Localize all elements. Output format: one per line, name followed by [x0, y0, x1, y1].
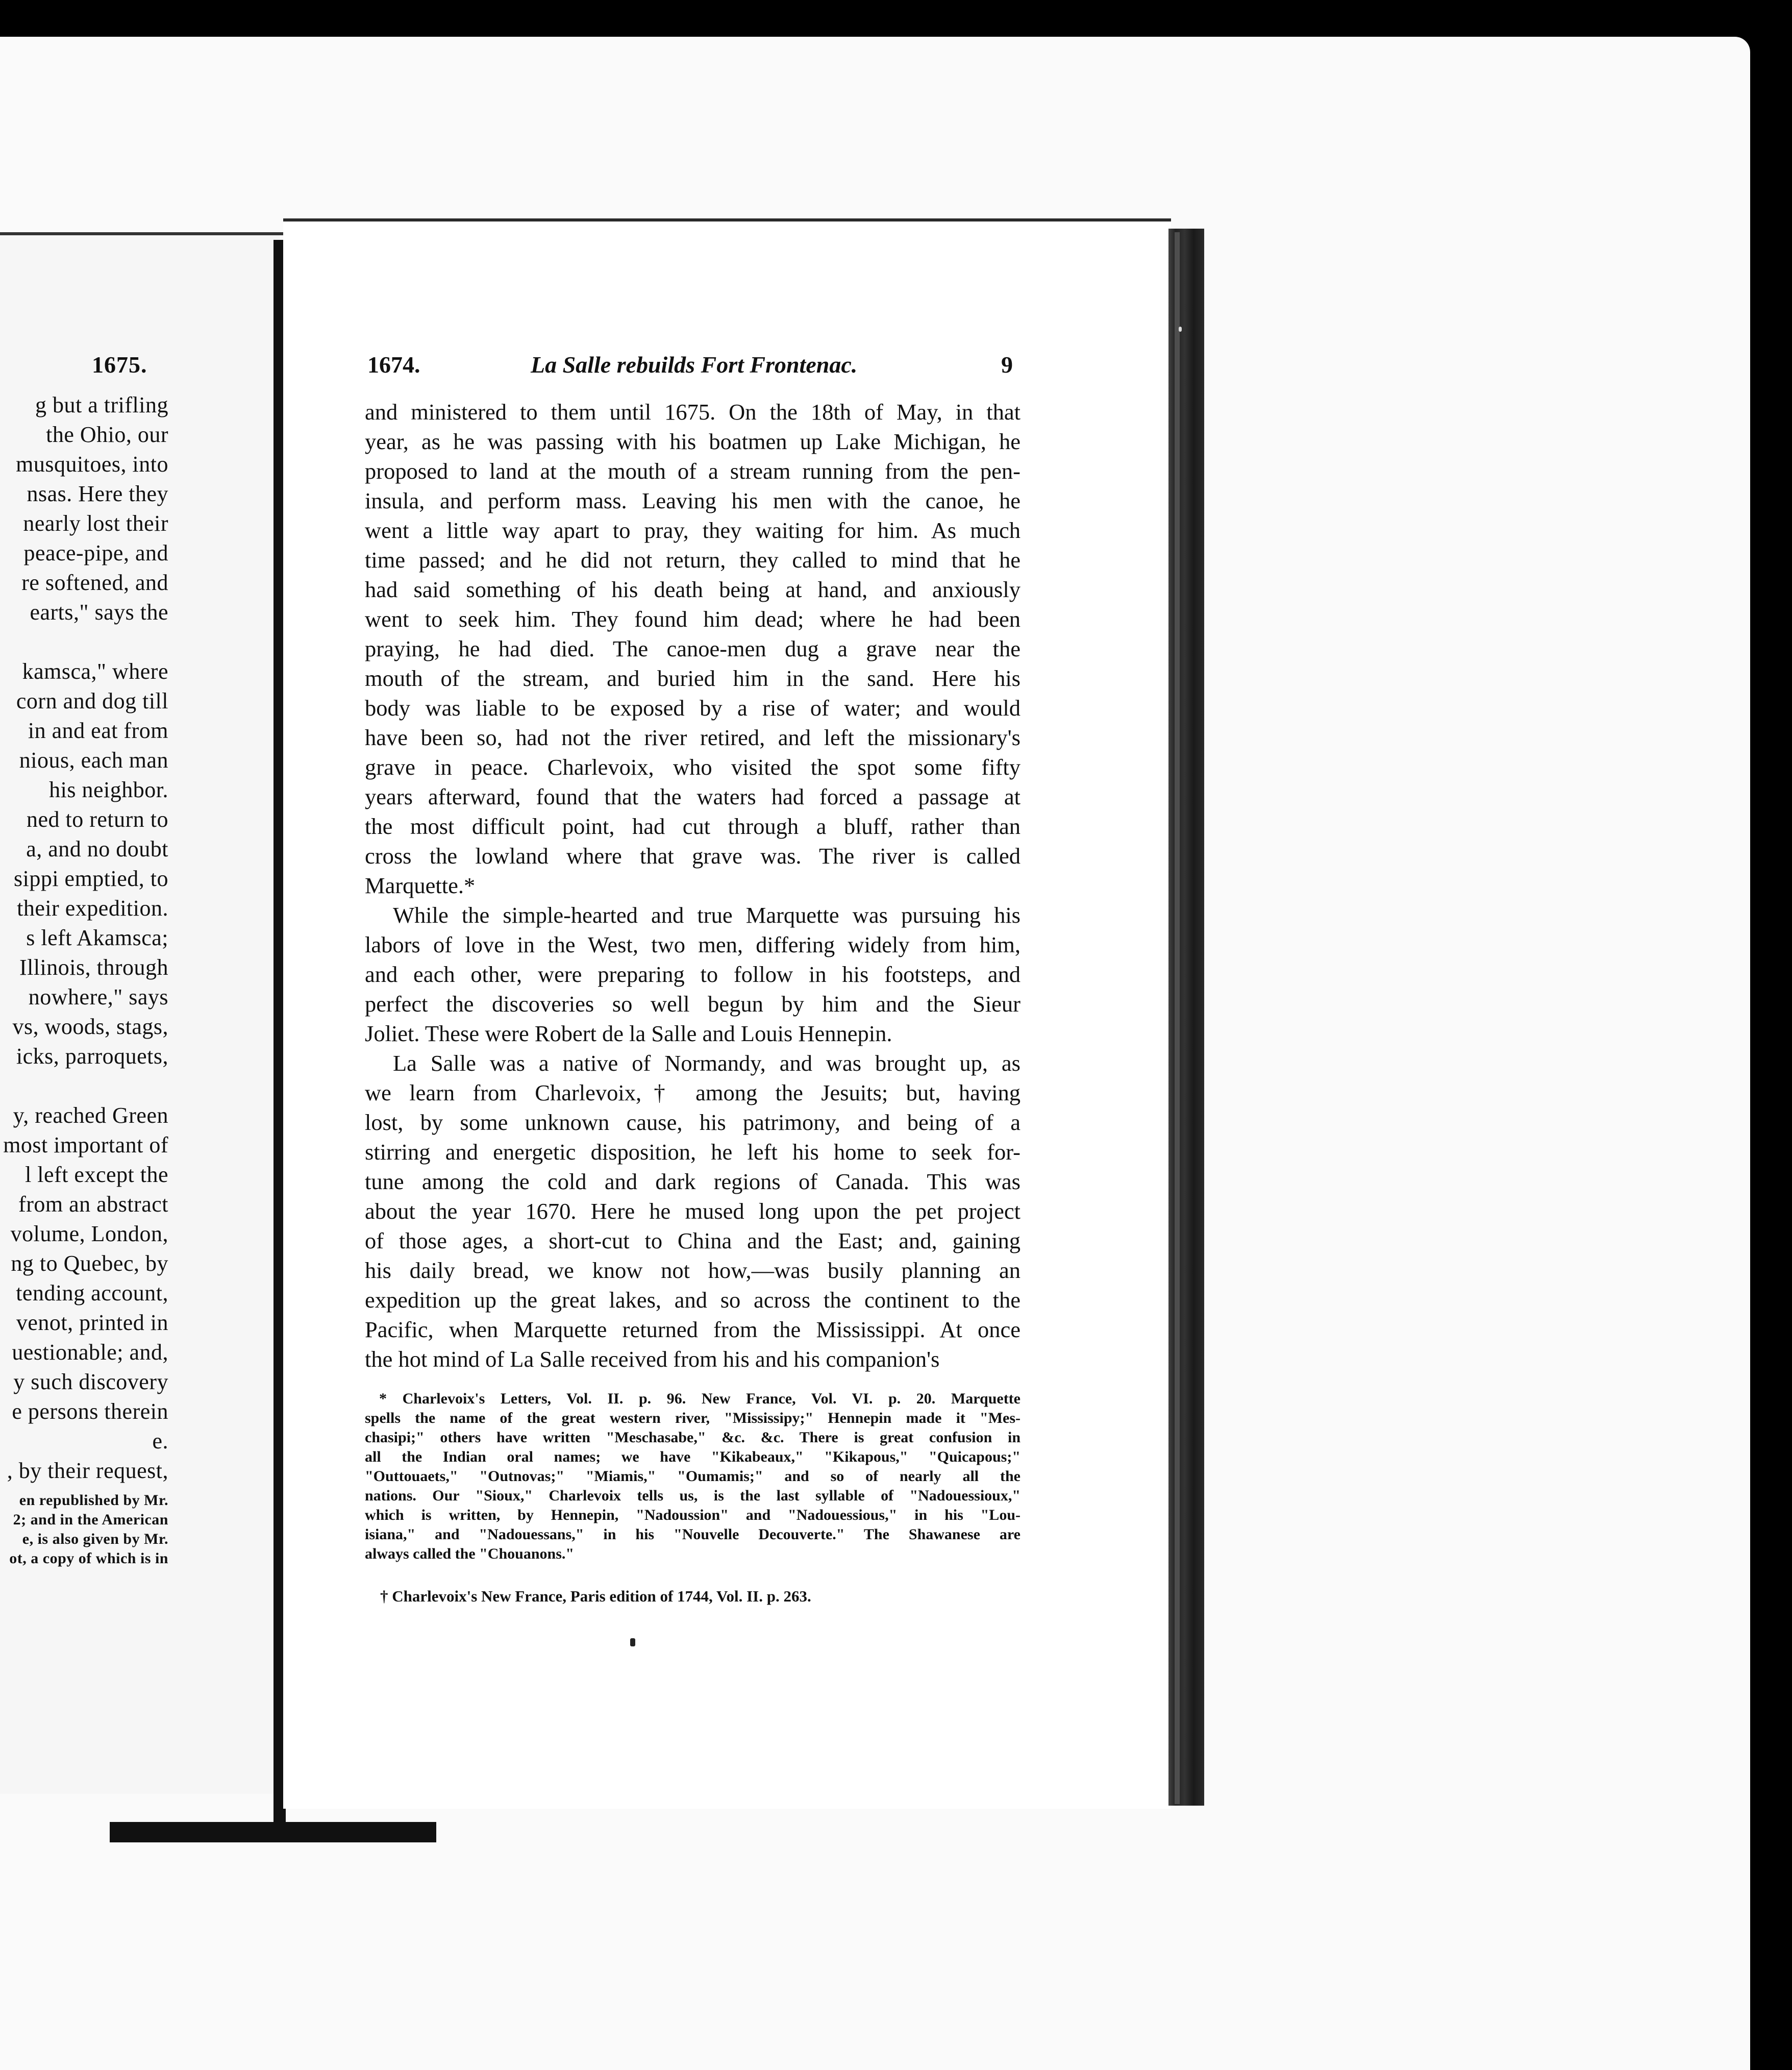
left-page-line: e persons therein — [12, 1399, 168, 1424]
body-line: grave in peace. Charlevoix, who visited the spot some fifty — [365, 754, 1021, 780]
footnote-line: nations. Our "Sioux," Charlevoix tells us, is the last syllable of "Nadouessioux," — [365, 1487, 1021, 1504]
footnote-line: * Charlevoix's Letters, Vol. II. p. 96. New France, Vol. VI. p. 20. Marquette — [379, 1390, 1021, 1407]
left-page-line: corn and dog till — [16, 688, 168, 713]
body-line: went to seek him. They found him dead; where he had been — [365, 606, 1021, 632]
left-page-line: most important of — [3, 1132, 168, 1157]
body-line: body was liable to be exposed by a rise of water; and would — [365, 695, 1021, 721]
left-page-footnote-line: ot, a copy of which is in — [9, 1550, 168, 1567]
footnote-line: always called the "Chouanons." — [365, 1545, 575, 1562]
body-line: year, as he was passing with his boatmen up Lake Michigan, he — [365, 429, 1021, 454]
body-line: Pacific, when Marquette returned from the Mississippi. At once — [365, 1317, 1021, 1342]
left-page-line: y, reached Green — [13, 1103, 168, 1128]
body-line: proposed to land at the mouth of a stream running from the pen- — [365, 458, 1021, 484]
body-line: mouth of the stream, and buried him in the sand. Here his — [365, 666, 1021, 691]
scan-speck — [630, 1638, 635, 1646]
left-page-line: their expedition. — [17, 896, 168, 921]
left-page-footnote-line: e, is also given by Mr. — [22, 1531, 168, 1547]
left-page-line: uestionable; and, — [12, 1340, 168, 1365]
body-line: expedition up the great lakes, and so across the continent to the — [365, 1287, 1021, 1313]
left-page-line: nsas. Here they — [27, 481, 168, 506]
left-page-line: vs, woods, stags, — [12, 1014, 168, 1039]
left-page-line: ned to return to — [26, 807, 168, 832]
left-page-line: peace-pipe, and — [23, 540, 168, 565]
left-page-year: 1675. — [92, 352, 147, 378]
footnote-line: which is written, by Hennepin, "Nadoussion" and "Nadouessious," in his "Lou- — [365, 1507, 1021, 1523]
left-page-line: y such discovery — [13, 1369, 168, 1394]
body-line: his daily bread, we know not how,—was busily planning an — [365, 1258, 1021, 1283]
body-line: of those ages, a short-cut to China and the East; and, gaining — [365, 1228, 1021, 1253]
footnote-line: chasipi;" others have written "Meschasabe," &c. &c. There is great confusion in — [365, 1429, 1021, 1446]
body-line: the hot mind of La Salle received from his and his companion's — [365, 1346, 940, 1372]
body-line: lost, by some unknown cause, his patrimony, and being of a — [365, 1110, 1021, 1135]
left-page-line: musquitoes, into — [16, 452, 168, 477]
left-page-line: nious, each man — [19, 748, 168, 773]
body-line: insula, and perform mass. Leaving his men with the canoe, he — [365, 488, 1021, 513]
left-page-bottom-edge — [110, 1822, 436, 1842]
body-line: While the simple-hearted and true Marquette was pursuing his — [393, 902, 1021, 928]
body-line: cross the lowland where that grave was. The river is called — [365, 843, 1021, 869]
left-page-line: volume, London, — [10, 1221, 168, 1246]
left-page-line: tending account, — [16, 1280, 168, 1305]
body-line: La Salle was a native of Normandy, and was brought up, as — [393, 1050, 1021, 1076]
left-page-line: g but a trifling — [35, 392, 168, 417]
left-page-text — [0, 347, 168, 1699]
body-line: and ministered to them until 1675. On the 18th of May, in that — [365, 399, 1021, 425]
book-edge-highlight — [1175, 232, 1180, 1804]
left-page-line: kamsca," where — [22, 659, 168, 684]
body-line: years afterward, found that the waters had forced a passage at — [365, 784, 1021, 809]
footnote-line: spells the name of the great western river, "Mississipy;" Hennepin made it "Mes- — [365, 1410, 1021, 1426]
running-header-year: 1674. — [367, 352, 420, 378]
body-line: praying, he had died. The canoe-men dug a grave near the — [365, 636, 1021, 661]
left-page-line: venot, printed in — [16, 1310, 168, 1335]
left-page-line: the Ohio, our — [46, 422, 168, 447]
page-number: 9 — [1001, 352, 1013, 378]
left-page-line: ng to Quebec, by — [11, 1251, 168, 1276]
left-page-line: l left except the — [25, 1162, 168, 1187]
left-page-line: s left Akamsca; — [26, 925, 168, 950]
body-line: and each other, were preparing to follow in his footsteps, and — [365, 962, 1021, 987]
left-page-line: icks, parroquets, — [16, 1044, 168, 1069]
left-page-line: earts," says the — [30, 600, 168, 625]
left-page-line: in and eat from — [28, 718, 168, 743]
body-line: labors of love in the West, two men, differing widely from him, — [365, 932, 1021, 957]
body-line: time passed; and he did not return, they called to mind that he — [365, 547, 1021, 573]
body-line: tune among the cold and dark regions of Canada. This was — [365, 1169, 1021, 1194]
running-header-title: La Salle rebuilds Fort Frontenac. — [531, 352, 858, 378]
left-page-line: Illinois, through — [19, 955, 168, 980]
left-page-line: re softened, and — [21, 570, 168, 595]
footnote-line: isiana," and "Nadouessans," in his "Nouvelle Decouverte." The Shawanese are — [365, 1526, 1021, 1543]
body-text — [365, 397, 1021, 1374]
left-page-line: nearly lost their — [23, 511, 168, 536]
footnotes — [365, 1389, 1021, 1564]
left-page-footnote-line: en republished by Mr. — [19, 1492, 168, 1509]
left-page-line: his neighbor. — [49, 777, 168, 802]
body-line: Marquette.* — [365, 873, 476, 898]
body-line: we learn from Charlevoix,† among the Jesuits; but, having — [365, 1080, 1021, 1105]
left-page-line: a, and no doubt — [26, 836, 168, 861]
body-line: have been so, had not the river retired, and left the missionary's — [365, 725, 1021, 750]
footnote-line: all the Indian oral names; we have "Kikabeaux," "Kikapous," "Quicapous;" — [365, 1448, 1021, 1465]
footnote-dagger: † Charlevoix's New France, Paris edition of 1744, Vol. II. p. 263. — [380, 1587, 811, 1605]
left-page-line: , by their request, — [7, 1458, 168, 1483]
body-line: stirring and energetic disposition, he left his home to seek for- — [365, 1139, 1021, 1165]
left-page-footnote-line: 2; and in the American — [13, 1511, 168, 1528]
body-line: had said something of his death being at hand, and anxiously — [365, 577, 1021, 602]
scan-speck — [1179, 327, 1182, 332]
left-page-line: from an abstract — [18, 1192, 168, 1217]
body-line: perfect the discoveries so well begun by him and the Sieur — [365, 991, 1021, 1017]
footnote-line: "Outtouaets," "Outnovas;" "Miamis," "Oumamis;" and so of nearly all the — [365, 1468, 1021, 1485]
book-fore-edge — [1168, 229, 1204, 1806]
body-line: Joliet. These were Robert de la Salle and Louis Hennepin. — [365, 1021, 892, 1046]
left-page-line: e. — [152, 1428, 168, 1453]
left-page-line: nowhere," says — [28, 984, 168, 1009]
left-page-line: sippi emptied, to — [13, 866, 168, 891]
body-line: the most difficult point, had cut through a bluff, rather than — [365, 814, 1021, 839]
body-line: went a little way apart to pray, they waiting for him. As much — [365, 518, 1021, 543]
body-line: about the year 1670. Here he mused long upon the pet project — [365, 1198, 1021, 1224]
